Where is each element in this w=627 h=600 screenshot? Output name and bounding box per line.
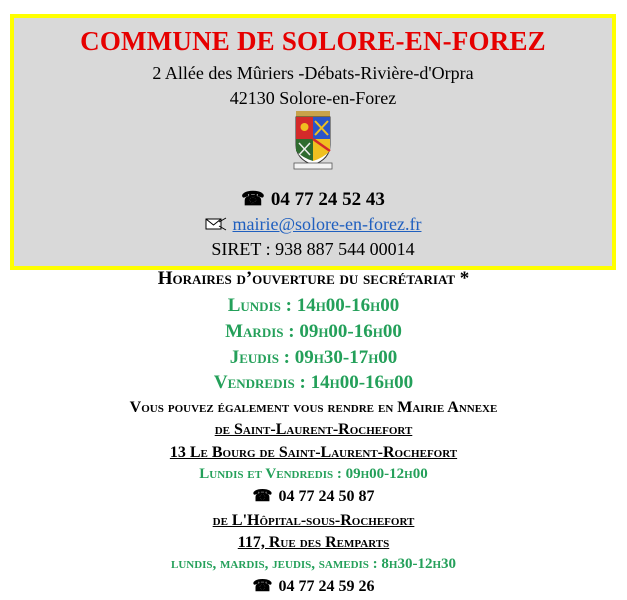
annex2-hours: lundis, mardis, jeudis, samedis : 8h30-12h30 <box>170 556 457 572</box>
annex-intro: Vous pouvez également vous rendre en Mairie Annexe <box>129 399 498 416</box>
mail-icon <box>205 217 227 231</box>
hours-tuesday: Mardis : 09h00-16h00 <box>225 321 402 342</box>
hours-friday: Vendredis : 14h00-16h00 <box>213 372 414 393</box>
email-link[interactable]: mairie@solore-en-forez.fr <box>232 214 422 234</box>
annex-phone-line <box>0 486 627 506</box>
telephone-icon: ☎ <box>241 189 265 210</box>
annex2-name: de L'Hôpital-sous-Rochefort <box>212 512 415 529</box>
telephone-icon: ☎ <box>252 578 273 595</box>
annex-address: 13 Le Bourg de Saint-Laurent-Rochefort <box>169 444 458 461</box>
annex2-address: 117, Rue des Remparts <box>237 534 390 551</box>
address-line-1: 2 Allée des Mûriers -Débats-Rivière-d'Orpra <box>152 63 474 83</box>
telephone-icon: ☎ <box>252 488 273 505</box>
header-box <box>10 14 616 270</box>
header-email-line <box>14 214 612 235</box>
commune-title: COMMUNE DE SOLORE-EN-FOREZ <box>80 26 546 56</box>
address-line-2: 42130 Solore-en-Forez <box>229 88 397 108</box>
annex2-phone-line <box>0 576 627 596</box>
annex2-phone: 04 77 24 59 26 <box>278 578 375 595</box>
hours-monday: Lundis : 14h00-16h00 <box>227 295 400 316</box>
hours-title: Horaires d’ouverture du secrétariat * <box>157 268 470 289</box>
coat-of-arms-icon <box>291 111 335 171</box>
annex-phone: 04 77 24 50 87 <box>278 488 375 505</box>
hours-thursday: Jeudis : 09h30-17h00 <box>229 347 398 368</box>
siret: SIRET : 938 887 544 00014 <box>211 239 415 259</box>
annex-name: de Saint-Laurent-Rochefort <box>214 421 413 438</box>
annex-hours: Lundis et Vendredis : 09h00-12h00 <box>199 466 428 482</box>
header-phone-line <box>14 188 612 211</box>
header-phone: 04 77 24 52 43 <box>270 189 385 210</box>
